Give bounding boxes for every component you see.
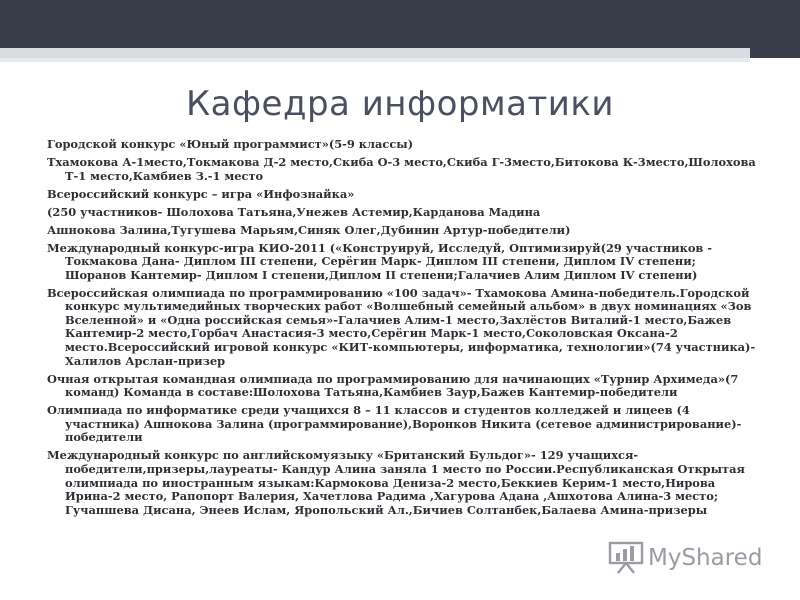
list-item: (250 участников- Шолохова Татьяна,Унежев Астемир,Карданова Мадина <box>47 204 541 219</box>
top-bar <box>0 0 800 48</box>
list-item: Международный конкурс-игра КИО-2011 («Конструируй, Исследуй, Оптимизируй(29 участников - Токмакова Дана- Диплом III степени, Серёгин Марк- Диплом III степени, Диплом IV степени; Шоранов Кантемир- Диплом I степени,Диплом II степени;Галачиев Алим Диплом IV степени) <box>47 240 713 282</box>
list-item: Ашнокова Залина,Тугушева Марьям,Синяк Олег,Дубинин Артур-победители) <box>47 222 571 237</box>
list-item: Очная открытая командная олимпиада по программированию для начинающих «Турнир Архимеда»(7 команд) Команда в составе:Шолохова Татьяна,Камбиев Заур,Бажев Кантемир-победители <box>47 371 739 400</box>
list-item: Городской конкурс «Юный программист»(5-9 классы) <box>47 138 414 151</box>
top-bar-stripe-thin <box>0 58 750 62</box>
watermark-logo <box>608 538 762 578</box>
list-item: Всероссийский конкурс – игра «Инфознайка» <box>47 186 355 201</box>
list-item: Международный конкурс по английскомуязыку «Британский Бульдог»- 129 учащихся-победители,призеры,лауреаты- Кандур Алина заняла 1 место по России.Республиканская Открытая олимпиада по иностранным языкам:Кармокова Дениза-2 место,Беккиев Керим-1 место,Нирова Ирина-2 место, Рапопорт Валерия, Хачетлова Радима ,Хагурова Адана ,Ашхотова Алина-3 место; Гучапшева Дисана, Энеев Ислам, Яропольский Ал.,Бичиев Солтанбек,Балаева Амина-призеры <box>47 448 745 517</box>
list-item: Всероссийская олимпиада по программированию «100 задач»- Тхамокова Амина-победитель.Городской конкурс мультимедийных творческих работ «Волшебный семейный альбом» в двух номинациях «Зов Вселенной» и «Одна российская семья»-Галачиев Алим-1 место,Захлёстов Виталий-1 место,Бажев Кантемир-2 место,Горбач Анастасия-3 место,Серёгин Марк-1 место,Соколовская Оксана-2 место.Всероссийский игровой конкурс «КИТ-компьютеры, информатика, технологии»(74 участника)-Халилов Арслан-призер <box>47 285 756 368</box>
top-bar-stripe <box>0 48 750 58</box>
slide-title: Кафедра информатики <box>186 84 614 124</box>
watermark-text: MyShared <box>648 545 763 571</box>
presentation-board-icon <box>608 541 644 575</box>
list-item: Тхамокова А-1место,Токмакова Д-2 место,Скиба О-3 место,Скиба Г-3место,Битокова К-3место,Шолохова Т-1 место,Камбиев З.-1 место <box>47 154 756 183</box>
list-item: Олимпиада по информатике среди учащихся 8 – 11 классов и студентов колледжей и лицеев (4 участника) Ашнокова Залина (программирование),Воронков Никита (сетевое администрирование)-победители <box>47 403 742 445</box>
slide-body <box>47 138 757 543</box>
top-bar-accent <box>750 0 800 58</box>
